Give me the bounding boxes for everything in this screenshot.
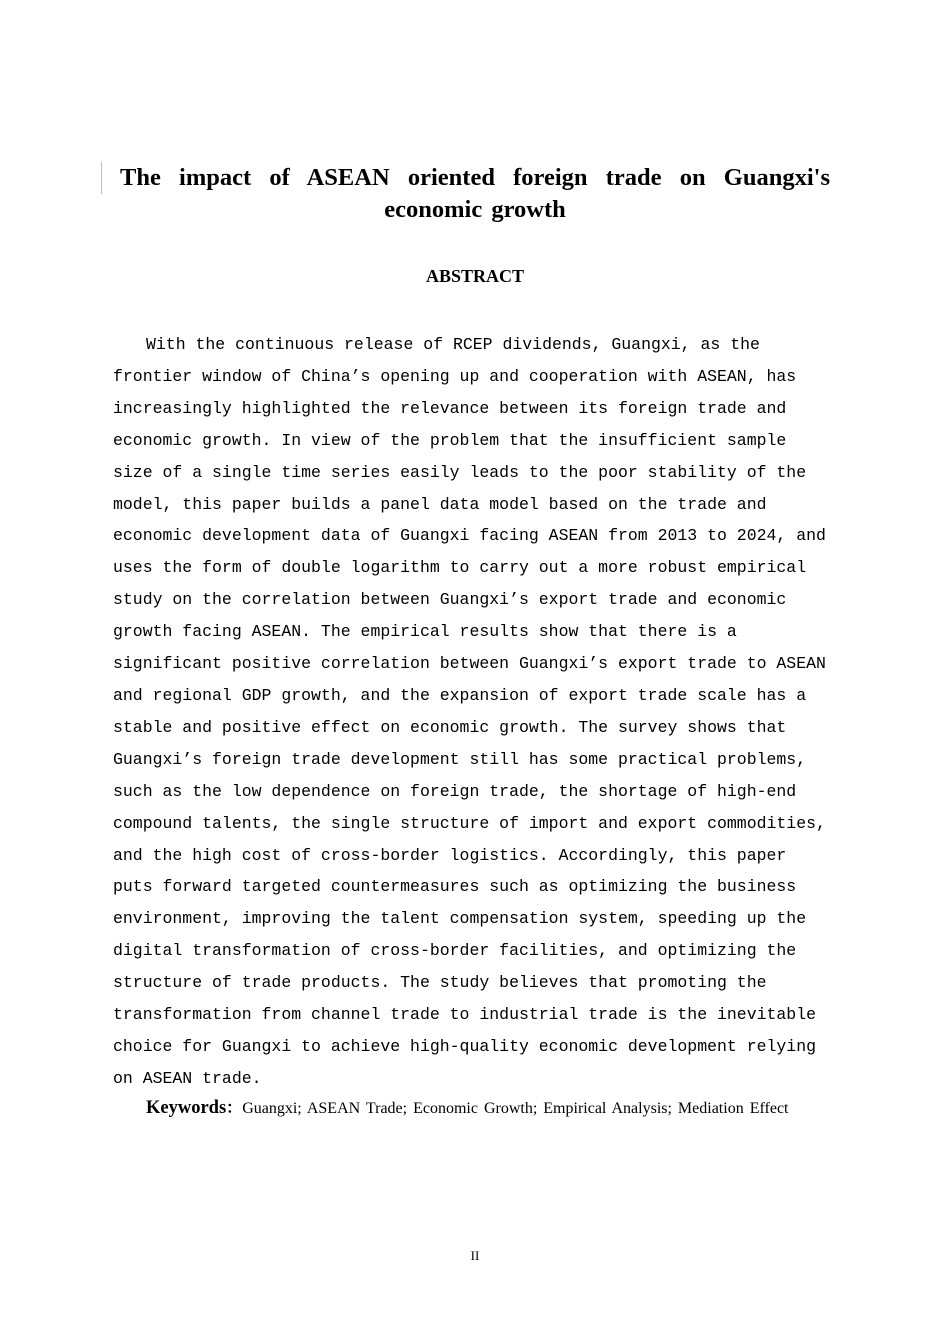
abstract-heading: ABSTRACT [425,266,525,286]
page-number: II [470,1248,480,1263]
keywords-colon: ： [226,1100,243,1117]
keywords-paragraph [113,1093,793,1124]
keywords-label: Keywords [146,1098,227,1118]
paper-title: The impact of ASEAN oriented foreign trade on Guangxi's economic growth [120,164,830,223]
keywords-list: Guangxi; ASEAN Trade; Economic Growth; Empirical Analysis; Mediation Effect [242,1100,789,1117]
abstract-body: With the continuous release of RCEP dividends, Guangxi, as the frontier window of China’s opening up and cooperation with ASEAN, has increasingly highlighted the relevance between its foreign trade and economic growth. In view of the problem that the insufficient sample size of a single time series easily leads to the poor stability of the model, this paper builds a panel data model based on the trade and economic development data of Guangxi facing ASEAN from 2013 to 2024, and uses the form of double logarithm to carry out a more robust empirical study on the correlation between Guangxi’s export trade and economic growth facing ASEAN. The empirical results show that there is a significant positive correlation between Guangxi’s export trade to ASEAN and regional GDP growth, and the expansion of export trade scale has a stable and positive effect on economic growth. The survey shows that Guangxi’s foreign trade development still has some practical problems, such as the low dependence on foreign trade, the shortage of high-end compound talents, the single structure of import and export commodities, and the high cost of cross-border logistics. Accordingly, this paper puts forward targeted countermeasures such as optimizing the business environment, improving the talent compensation system, speeding up the digital transformation of cross-border facilities, and optimizing the structure of trade products. The study believes that promoting the transformation from channel trade to industrial trade is the inevitable choice for Guangxi to achieve high-quality economic development relying on ASEAN trade. [113,335,826,1088]
margin-mark [101,162,102,194]
